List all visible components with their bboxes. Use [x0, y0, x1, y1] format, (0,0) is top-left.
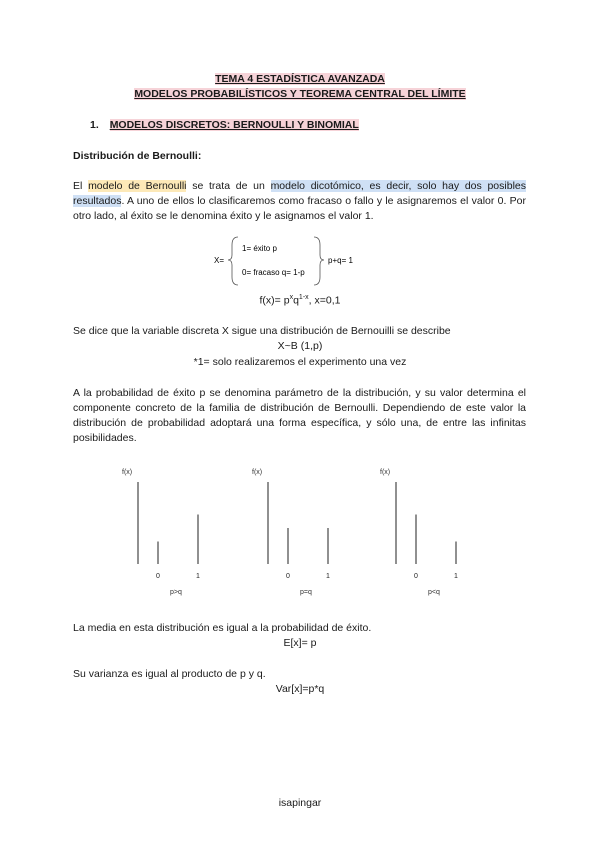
section-number: 1. — [90, 119, 99, 131]
title-line-2: MODELOS PROBABILÍSTICOS Y TEOREMA CENTRAL DEL LÍMITE — [134, 88, 466, 100]
chart-ylabel: f(x) — [122, 469, 133, 476]
parameter-paragraph: A la probabilidad de éxito p se denomina parámetro de la distribución, y su valor determina el componente concreto de la familia de distribución de Bernoulli. Dependiendo de este valor la distribución de probabilidad adoptará una forma específica, y sólo una, de entre las infinitas posibilidades. — [73, 387, 526, 444]
note: *1= solo realizaremos el experimento una vez — [193, 356, 407, 368]
chart-ylabel: f(x) — [380, 469, 391, 476]
piecewise-lhs: X= — [214, 256, 225, 265]
left-brace — [228, 237, 238, 285]
piecewise-case-2: 0= fracaso q= 1-p — [242, 268, 305, 277]
highlight-bernoulli: modelo de Bernoulli — [88, 180, 187, 192]
chart-ylabel: f(x) — [252, 469, 263, 476]
section-label: MODELOS DISCRETOS: BERNOULLI Y BINOMIAL — [109, 119, 359, 131]
tick-label-0: 0 — [414, 573, 418, 580]
bernoulli-charts — [100, 462, 500, 602]
piecewise-rhs: p+q= 1 — [328, 256, 353, 265]
mean-formula: E[x]= p — [283, 637, 317, 649]
right-brace — [314, 237, 324, 285]
title-line-1: TEMA 4 ESTADÍSTICA AVANZADA — [215, 73, 385, 85]
chart-p-equal-q — [252, 469, 330, 596]
tick-label-1: 1 — [326, 573, 330, 580]
variance-text: Su varianza es igual al producto de p y q. — [73, 668, 266, 680]
definition-line: Se dice que la variable discreta X sigue una distribución de Bernouilli se describe — [73, 325, 451, 337]
variance-formula: Var[x]=p*q — [275, 683, 325, 695]
tick-label-1: 1 — [454, 573, 458, 580]
page-footer: isapingar — [278, 797, 322, 809]
tick-label-0: 0 — [156, 573, 160, 580]
piecewise-case-1: 1= éxito p — [242, 244, 277, 253]
tick-label-1: 1 — [196, 573, 200, 580]
tick-label-0: 0 — [286, 573, 290, 580]
piecewise-formula — [210, 233, 370, 288]
mean-text: La media en esta distribución es igual a la probabilidad de éxito. — [73, 622, 372, 634]
subsection-title: Distribución de Bernoulli: — [73, 150, 202, 162]
intro-paragraph: El modelo de Bernoulli se trata de un modelo dicotómico, es decir, solo hay dos posibles resultados. A uno de ellos lo clasificaremos como fracaso o fallo y le asignaremos el valor 0. Por otro lado, al éxito se le denomina éxito y le asignamos el valor 1. — [73, 180, 526, 222]
chart-p-less-q — [380, 469, 458, 596]
piecewise-svg — [210, 233, 370, 288]
chart-caption: p>q — [170, 589, 182, 596]
chart-p-greater-q — [122, 469, 200, 596]
section-heading — [90, 119, 359, 131]
notation: X~B (1,p) — [277, 340, 323, 352]
chart-caption: p<q — [428, 589, 440, 596]
chart-caption: p=q — [300, 589, 312, 596]
highlight-dichotomous: modelo dicotómico, es decir, solo hay dos posibles resultados — [73, 180, 526, 207]
pmf-formula: $f(x)= p^xq^{1-x}$, x=0,1 — [259, 294, 341, 307]
